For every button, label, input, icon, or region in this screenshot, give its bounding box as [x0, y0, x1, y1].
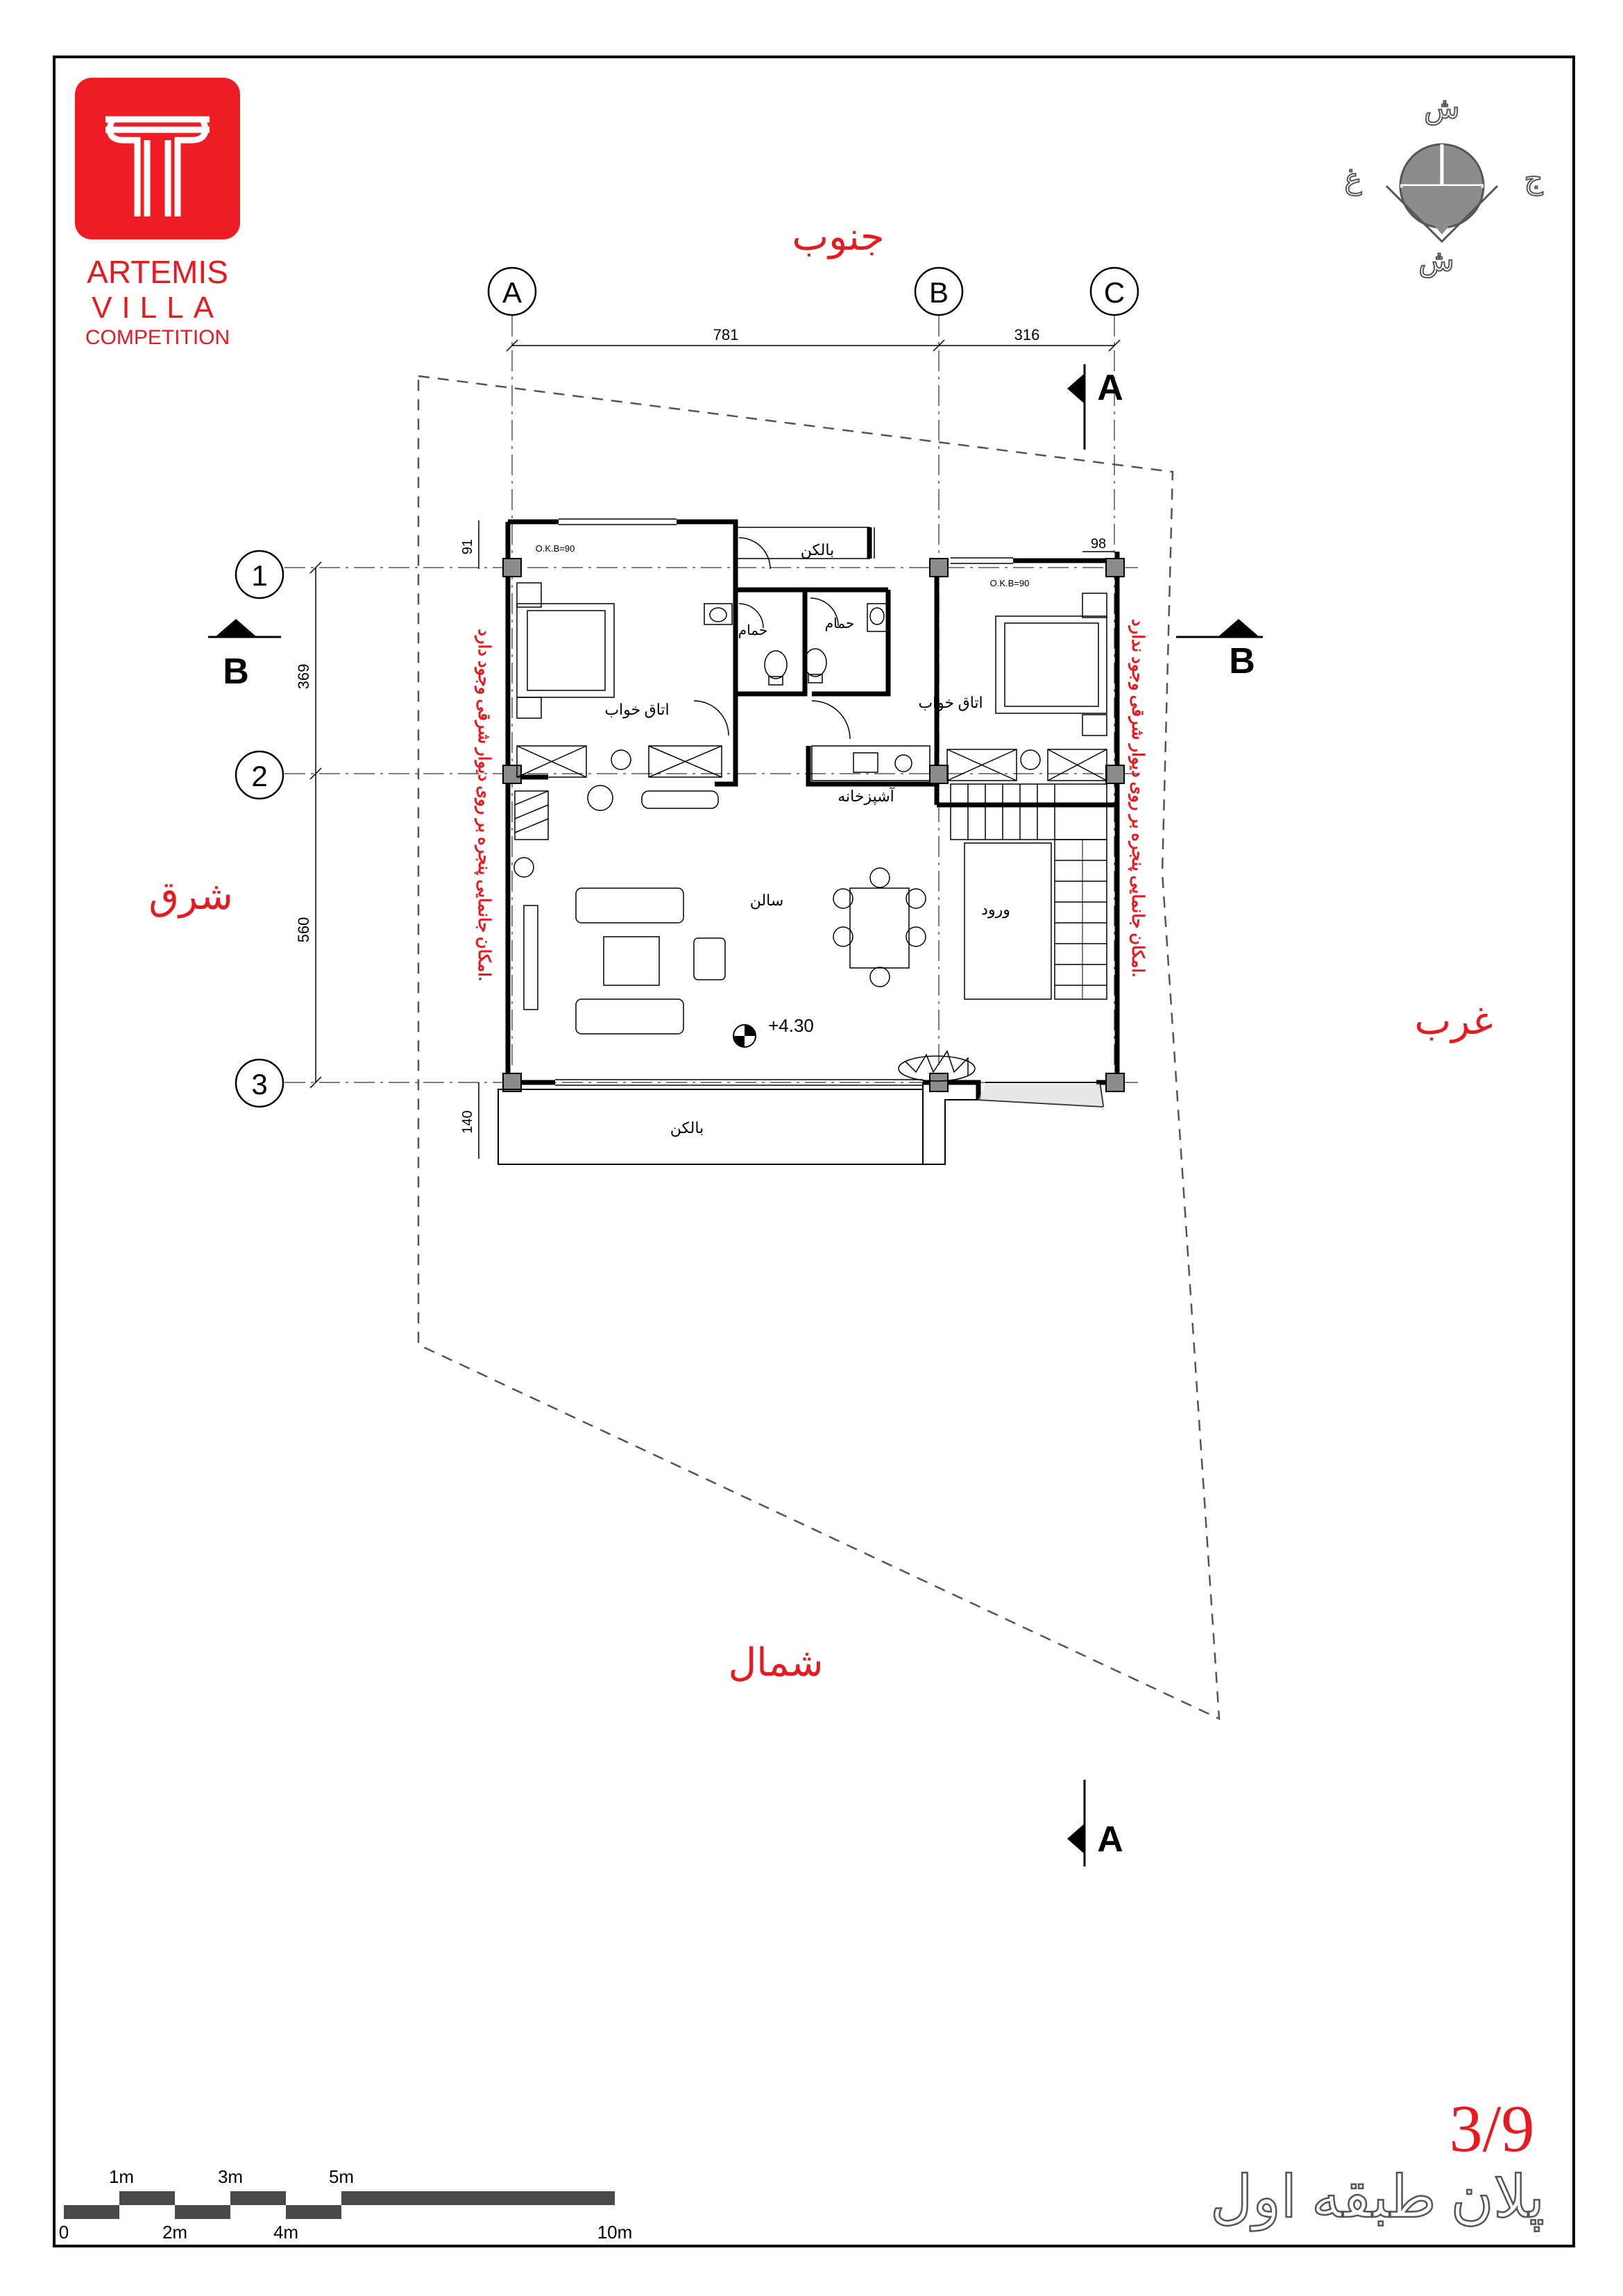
dim-ab: 781	[713, 326, 739, 343]
okb-label-1: O.K.B=90	[535, 543, 575, 554]
sheet-title: پلان طبقه اول	[1210, 2166, 1545, 2230]
kitchen-counter	[812, 746, 930, 781]
compass-label-bottom: ش	[1418, 246, 1454, 278]
dim-row-2-3: 560	[295, 917, 312, 943]
grid-label-1: 1	[251, 559, 268, 592]
scale-label-5m: 5m	[328, 2166, 355, 2187]
dining-set	[833, 868, 926, 987]
label-east: شرق	[148, 875, 233, 918]
grid-label-b: B	[928, 276, 949, 309]
dim-balcony-depth: 140	[460, 1110, 475, 1134]
sheet-border	[54, 57, 1574, 2246]
grid-bubble-c	[1091, 268, 1138, 315]
room-bath-2: حمام	[824, 616, 855, 631]
section-marker-b-right	[1176, 619, 1263, 681]
scale-label-3m: 3m	[217, 2166, 244, 2187]
okb-label-2: O.K.B=90	[989, 578, 1030, 588]
level-marker	[733, 1015, 814, 1047]
bed-east	[517, 583, 614, 718]
logo-badge	[75, 78, 240, 239]
scale-label-0: 0	[58, 2222, 69, 2243]
compass-label-left: غ	[1344, 164, 1362, 196]
compass-label-top: ش	[1424, 93, 1460, 125]
artemis-logo	[75, 78, 240, 349]
room-balcony-top: بالکن	[800, 541, 835, 559]
grid-bubble-1	[236, 551, 283, 598]
scale-label-1m: 1m	[108, 2166, 135, 2187]
logo-line-3: COMPETITION	[85, 326, 230, 349]
living-furniture	[514, 785, 725, 1034]
note-east-wall: امکان جانمایی پنجره بر روی دیوار شرقی وجود دارد.	[475, 629, 493, 981]
room-balcony-bottom: بالکن	[670, 1119, 704, 1137]
bed-west	[996, 593, 1107, 735]
grid-bubble-a	[488, 268, 536, 315]
room-bedroom-1: اتاق خواب	[604, 701, 670, 718]
compass-rose-icon	[1344, 93, 1543, 278]
room-bath-1: حمام	[738, 623, 768, 638]
section-b-label-right: B	[1229, 641, 1255, 681]
site-boundary	[418, 376, 1219, 1719]
logo-line-1: ARTEMIS	[87, 254, 228, 290]
section-a-label-top: A	[1097, 368, 1123, 408]
room-living: سالن	[749, 892, 784, 909]
grid-label-2: 2	[251, 760, 268, 792]
east-stair	[515, 791, 548, 840]
section-marker-a-bottom	[1067, 1780, 1123, 1866]
grid-label-3: 3	[251, 1068, 268, 1100]
logo-line-2: VILLA	[92, 291, 223, 325]
room-bedroom-2: اتاق خواب	[918, 694, 983, 711]
structural-columns	[503, 559, 1124, 1091]
grid-bubble-2	[236, 751, 283, 799]
staircase	[951, 784, 1107, 999]
section-a-label-bottom: A	[1097, 1819, 1123, 1860]
grid-label-c: C	[1103, 276, 1125, 309]
section-marker-b-left	[208, 619, 281, 692]
scale-label-10m: 10m	[597, 2222, 633, 2243]
compass-label-right: ج	[1524, 164, 1543, 196]
scale-bar	[59, 2166, 633, 2243]
bath-fixtures	[704, 604, 887, 685]
grid-bubble-b	[915, 268, 962, 315]
level-value: +4.30	[768, 1015, 814, 1036]
room-entrance: ورود	[981, 901, 1010, 918]
grid-axes	[284, 316, 1138, 1082]
note-west-wall: امکان جانمایی پنجره بر روی دیوار شرقی وجود ندارد.	[1128, 618, 1146, 978]
scale-label-2m: 2m	[162, 2222, 188, 2243]
label-west: غرب	[1414, 1000, 1493, 1043]
dim-row-1-2: 369	[295, 663, 312, 690]
sheet-number: 3/9	[1449, 2091, 1535, 2166]
section-b-label-left: B	[223, 652, 249, 692]
grid-bubble-3	[236, 1060, 283, 1107]
window-lines	[555, 519, 1013, 1085]
label-south: جنوب	[792, 216, 885, 259]
dim-bc: 316	[1014, 326, 1040, 343]
dim-north-offset: 91	[460, 538, 475, 555]
room-kitchen: آشپزخانه	[838, 788, 894, 805]
scale-label-4m: 4m	[273, 2222, 299, 2243]
grid-label-a: A	[502, 276, 522, 309]
dim-west-offset: 98	[1090, 536, 1107, 552]
label-north: شمال	[728, 1642, 824, 1685]
